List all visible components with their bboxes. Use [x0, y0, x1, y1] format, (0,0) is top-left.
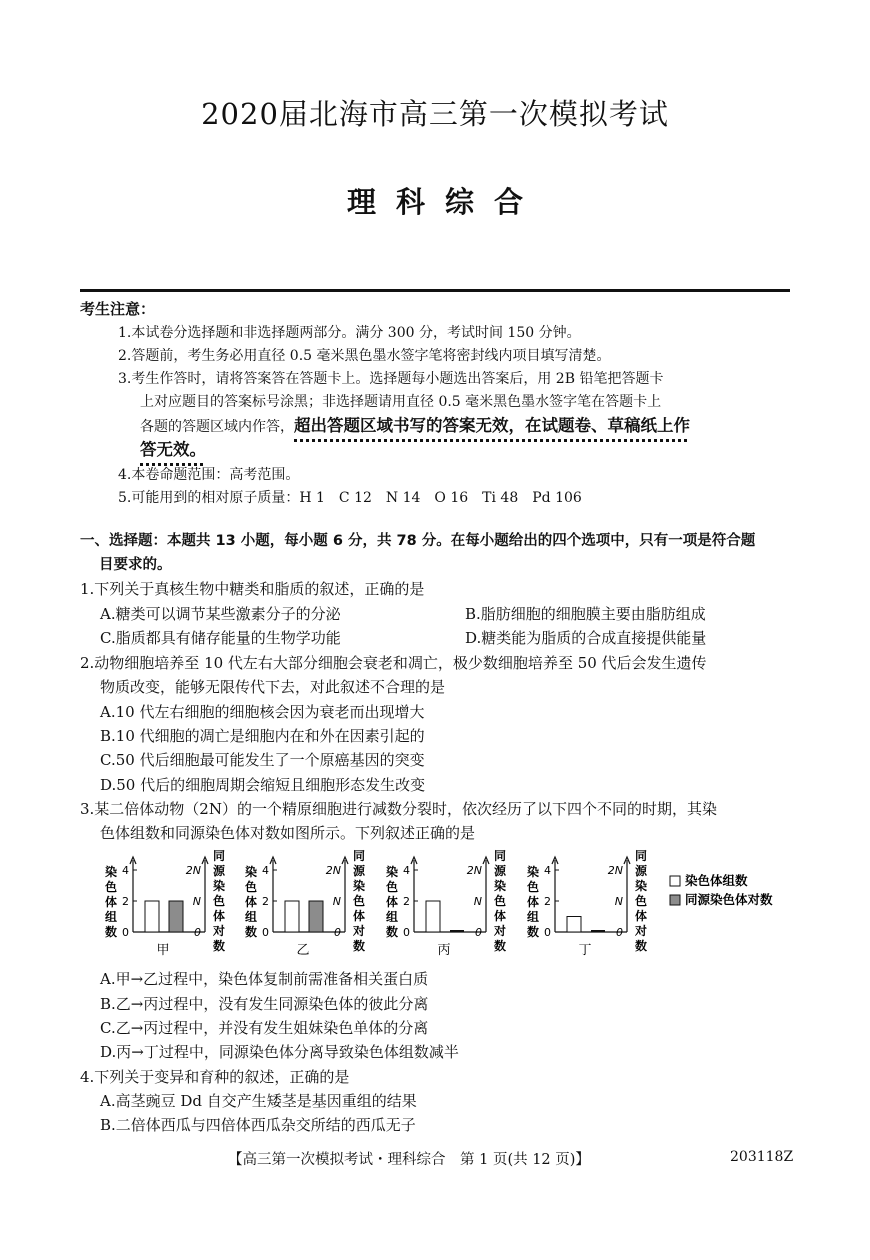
q2-option-a: A.10 代左右细胞的细胞核会因为衰老而出现增大 — [100, 703, 425, 721]
legend-label: 染色体组数 — [685, 873, 748, 888]
notice-item-3-line2: 上对应题目的答案标号涂黑；非选择题请用直径 0.5 毫米黑色墨水签字笔在答题卡上 — [140, 394, 662, 410]
right-axis-label-char: 染 — [352, 879, 366, 893]
right-axis-label-char: 对 — [352, 924, 366, 938]
q3-option-a: A.甲→乙过程中，染色体复制前需准备相关蛋白质 — [100, 970, 429, 988]
right-axis-label-char: 体 — [212, 909, 226, 923]
notice-heading: 考生注意： — [80, 300, 156, 318]
left-axis-label-char: 数 — [104, 925, 118, 939]
right-tick-label: 0 — [616, 926, 623, 939]
right-tick-label: 2N — [185, 864, 201, 877]
q2-option-c: C.50 代后细胞最可能发生了一个原癌基因的突变 — [100, 751, 425, 769]
left-tick-label: 2 — [122, 895, 129, 908]
q3-stem-line1: 3.某二倍体动物（2N）的一个精原细胞进行减数分裂时，依次经历了以下四个不同的时期，其染 — [80, 800, 717, 818]
category-label: 乙 — [296, 943, 310, 958]
left-tick-label: 4 — [403, 864, 410, 877]
bar-homologous-pairs — [169, 901, 183, 932]
bar-chromosome-sets — [567, 917, 581, 933]
right-tick-label: 0 — [194, 926, 201, 939]
left-axis-label-char: 组 — [104, 910, 118, 924]
notice-item-3-line3 — [140, 412, 690, 436]
left-axis-label-char: 染 — [526, 865, 540, 879]
right-axis-label-char: 染 — [634, 879, 648, 893]
right-tick-label: N — [192, 895, 201, 908]
legend-swatch — [670, 895, 680, 905]
left-axis-label-char: 数 — [244, 925, 258, 939]
bar-chromosome-sets — [145, 901, 159, 932]
right-axis-label-char: 数 — [634, 939, 648, 953]
right-tick-label: 2N — [325, 864, 341, 877]
right-axis-label-char: 体 — [352, 909, 366, 923]
right-axis-label-char: 数 — [493, 939, 507, 953]
left-axis-label-char: 体 — [104, 895, 118, 909]
right-axis-label-char: 染 — [493, 879, 507, 893]
left-tick-label: 4 — [544, 864, 551, 877]
right-axis-label-char: 源 — [212, 864, 226, 878]
left-tick-label: 0 — [122, 926, 129, 939]
q2-option-b: B.10 代细胞的凋亡是细胞内在和外在因素引起的 — [100, 727, 425, 745]
left-tick-label: 0 — [262, 926, 269, 939]
paper-code: 203118Z — [730, 1149, 794, 1165]
q2-stem-line2: 物质改变，能够无限传代下去，对此叙述不合理的是 — [100, 678, 446, 696]
legend-label: 同源染色体对数 — [685, 892, 773, 907]
left-axis-label-char: 体 — [526, 895, 540, 909]
section-heading-cont: 目要求的。 — [99, 557, 172, 573]
q2-stem-line1: 2.动物细胞培养至 10 代左右大部分细胞会衰老和凋亡，极少数细胞培养至 50 代后会发生遗传 — [80, 654, 707, 672]
legend-swatch — [670, 876, 680, 886]
right-tick-label: N — [473, 895, 482, 908]
right-axis-label-char: 同 — [493, 849, 507, 863]
q1-option-c: C.脂质都具有储存能量的生物学功能 — [100, 629, 341, 647]
section-heading: 一、选择题：本题共 13 小题，每小题 6 分，共 78 分。在每小题给出的四个选项中，只有一项是符合题 — [80, 533, 756, 549]
right-axis-label-char: 源 — [352, 864, 366, 878]
q3-stem-line2: 色体组数和同源染色体对数如图所示。下列叙述正确的是 — [100, 824, 476, 842]
right-axis-label-char: 色 — [212, 894, 226, 908]
right-axis-label-char: 色 — [493, 894, 507, 908]
right-axis-label-char: 色 — [634, 894, 648, 908]
right-axis-label-char: 体 — [634, 909, 648, 923]
left-axis-label-char: 组 — [244, 910, 258, 924]
left-axis-label-char: 色 — [104, 880, 118, 894]
left-axis-label-char: 数 — [526, 925, 540, 939]
left-tick-label: 2 — [403, 895, 410, 908]
q3-option-d: D.丙→丁过程中，同源染色体分离导致染色体组数减半 — [100, 1043, 459, 1061]
q3-chart-svg — [95, 848, 795, 960]
right-tick-label: 0 — [475, 926, 482, 939]
left-axis-label-char: 体 — [385, 895, 399, 909]
left-axis-label-char: 染 — [385, 865, 399, 879]
q4-option-a: A.高茎豌豆 Dd 自交产生矮茎是基因重组的结果 — [100, 1092, 417, 1110]
bar-homologous-pairs — [309, 901, 323, 932]
notice-item-2: 2.答题前，考生务必用直径 0.5 毫米黑色墨水签字笔将密封线内项目填写清楚。 — [118, 348, 611, 364]
notice-item-3-emphasis: 超出答题区域书写的答案无效，在试题卷、草稿纸上作 — [294, 416, 690, 435]
right-axis-label-char: 源 — [634, 864, 648, 878]
right-axis-label-char: 体 — [493, 909, 507, 923]
page-footer: 【高三第一次模拟考试・理科综合 第 1 页(共 12 页)】 — [228, 1152, 590, 1168]
left-axis-label-char: 体 — [244, 895, 258, 909]
left-tick-label: 4 — [262, 864, 269, 877]
right-axis-label-char: 色 — [352, 894, 366, 908]
right-tick-label: 2N — [607, 864, 623, 877]
notice-item-3-plain: 各题的答题区域内作答， — [140, 419, 294, 435]
left-axis-label-char: 数 — [385, 925, 399, 939]
category-label: 甲 — [156, 943, 170, 958]
q1-option-a: A.糖类可以调节某些激素分子的分泌 — [100, 605, 341, 623]
q1-stem: 1.下列关于真核生物中糖类和脂质的叙述，正确的是 — [80, 580, 425, 598]
right-axis-label-char: 对 — [212, 924, 226, 938]
q3-chart — [95, 848, 795, 960]
left-tick-label: 0 — [544, 926, 551, 939]
right-tick-label: N — [614, 895, 623, 908]
right-axis-label-char: 源 — [493, 864, 507, 878]
left-axis-label-char: 染 — [104, 865, 118, 879]
q1-option-b: B.脂肪细胞的细胞膜主要由脂肪组成 — [465, 605, 706, 623]
left-axis-label-char: 染 — [244, 865, 258, 879]
right-axis-label-char: 数 — [212, 939, 226, 953]
notice-item-3-emphasis-end: 答无效。 — [140, 440, 206, 459]
right-axis-label-char: 对 — [634, 924, 648, 938]
bar-chromosome-sets — [426, 901, 440, 932]
right-axis-label-char: 染 — [212, 879, 226, 893]
right-tick-label: 0 — [334, 926, 341, 939]
q1-option-d: D.糖类能为脂质的合成直接提供能量 — [465, 629, 707, 647]
q2-option-d: D.50 代后的细胞周期会缩短且细胞形态发生改变 — [100, 776, 426, 794]
right-tick-label: N — [332, 895, 341, 908]
notice-item-4: 4.本卷命题范围：高考范围。 — [118, 467, 300, 483]
right-axis-label-char: 对 — [493, 924, 507, 938]
left-axis-label-char: 色 — [526, 880, 540, 894]
q3-option-b: B.乙→丙过程中，没有发生同源染色体的彼此分离 — [100, 995, 429, 1013]
q4-option-b: B.二倍体西瓜与四倍体西瓜杂交所结的西瓜无子 — [100, 1116, 416, 1134]
category-label: 丙 — [437, 943, 451, 958]
category-label: 丁 — [578, 943, 592, 958]
left-tick-label: 0 — [403, 926, 410, 939]
right-axis-label-char: 数 — [352, 939, 366, 953]
left-axis-label-char: 色 — [244, 880, 258, 894]
left-axis-label-char: 色 — [385, 880, 399, 894]
notice-item-1: 1.本试卷分选择题和非选择题两部分。满分 300 分，考试时间 150 分钟。 — [118, 325, 581, 341]
left-tick-label: 2 — [262, 895, 269, 908]
bar-chromosome-sets — [285, 901, 299, 932]
divider-rule — [80, 289, 790, 292]
left-tick-label: 2 — [544, 895, 551, 908]
right-tick-label: 2N — [466, 864, 482, 877]
exam-title: 2020届北海市高三第一次模拟考试 — [201, 97, 669, 131]
q3-option-c: C.乙→丙过程中，并没有发生姐妹染色单体的分离 — [100, 1019, 429, 1037]
left-axis-label-char: 组 — [526, 910, 540, 924]
exam-subtitle: 理科综合 — [346, 185, 543, 219]
right-axis-label-char: 同 — [634, 849, 648, 863]
left-axis-label-char: 组 — [385, 910, 399, 924]
notice-item-5: 5.可能用到的相对原子质量：H 1 C 12 N 14 O 16 Ti 48 Pd 106 — [118, 490, 582, 506]
right-axis-label-char: 同 — [212, 849, 226, 863]
left-tick-label: 4 — [122, 864, 129, 877]
q4-stem: 4.下列关于变异和育种的叙述，正确的是 — [80, 1068, 350, 1086]
notice-item-3-line1: 3.考生作答时，请将答案答在答题卡上。选择题每小题选出答案后，用 2B 铅笔把答题卡 — [118, 371, 664, 387]
right-axis-label-char: 同 — [352, 849, 366, 863]
